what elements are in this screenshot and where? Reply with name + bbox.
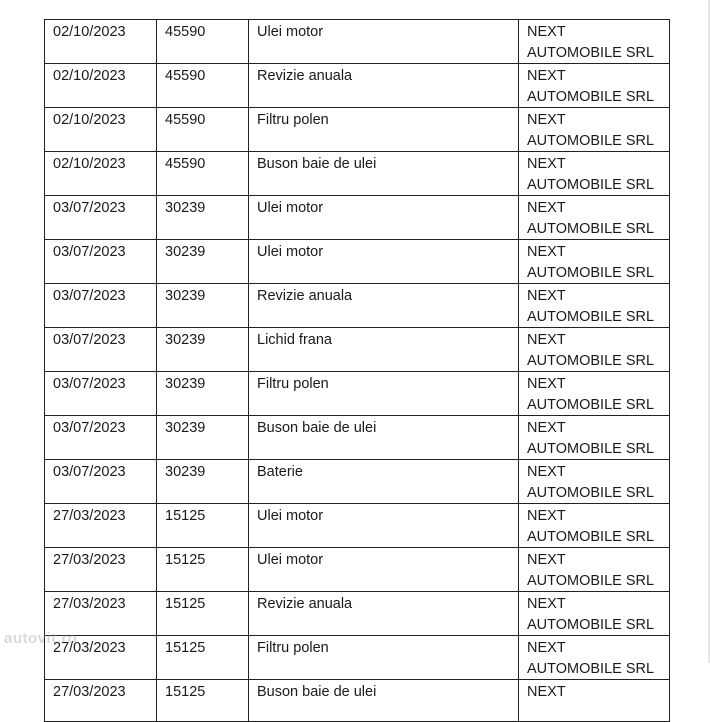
date-cell: 02/10/2023 — [45, 108, 157, 152]
vendor-cell — [519, 592, 670, 636]
vendor-cell — [519, 680, 670, 722]
table-row — [45, 196, 670, 240]
operation-cell: Ulei motor — [249, 548, 519, 592]
vendor-line-2: AUTOMOBILE SRL — [527, 176, 655, 193]
vendor-line-1: NEXT — [527, 24, 566, 40]
table-row — [45, 64, 670, 108]
operation-cell: Revizie anuala — [249, 592, 519, 636]
km-cell: 15125 — [157, 636, 249, 680]
table-row — [45, 416, 670, 460]
vendor-line-2: AUTOMOBILE SRL — [527, 352, 655, 369]
vendor-cell — [519, 284, 670, 328]
date-cell: 27/03/2023 — [45, 548, 157, 592]
operation-cell: Buson baie de ulei — [249, 416, 519, 460]
km-cell: 30239 — [157, 460, 249, 504]
vendor-line-2: AUTOMOBILE SRL — [527, 44, 655, 61]
vendor-line-1: NEXT — [527, 112, 566, 128]
vendor-cell — [519, 152, 670, 196]
vendor-line-1: NEXT — [527, 420, 566, 436]
operation-cell: Ulei motor — [249, 196, 519, 240]
table-row — [45, 284, 670, 328]
date-cell: 03/07/2023 — [45, 372, 157, 416]
table-row — [45, 372, 670, 416]
operation-cell: Revizie anuala — [249, 64, 519, 108]
vendor-cell — [519, 636, 670, 680]
vendor-line-1: NEXT — [527, 640, 566, 656]
table-row — [45, 240, 670, 284]
km-cell: 15125 — [157, 592, 249, 636]
table-row — [45, 152, 670, 196]
operation-cell: Revizie anuala — [249, 284, 519, 328]
vendor-line-1: NEXT — [527, 508, 566, 524]
vendor-line-2: AUTOMOBILE SRL — [527, 396, 655, 413]
vendor-line-1: NEXT — [527, 200, 566, 216]
vendor-line-2: AUTOMOBILE SRL — [527, 660, 655, 677]
vendor-line-1: NEXT — [527, 156, 566, 172]
date-cell: 03/07/2023 — [45, 284, 157, 328]
vendor-cell — [519, 504, 670, 548]
operation-cell: Filtru polen — [249, 636, 519, 680]
km-cell: 30239 — [157, 372, 249, 416]
km-cell: 30239 — [157, 416, 249, 460]
vendor-line-2: AUTOMOBILE SRL — [527, 220, 655, 237]
vendor-line-1: NEXT — [527, 288, 566, 304]
vendor-cell — [519, 548, 670, 592]
date-cell: 02/10/2023 — [45, 152, 157, 196]
table-row — [45, 328, 670, 372]
watermark: autovit.ro — [4, 630, 78, 647]
km-cell: 30239 — [157, 328, 249, 372]
table-row — [45, 680, 670, 722]
date-cell: 27/03/2023 — [45, 636, 157, 680]
km-cell: 15125 — [157, 548, 249, 592]
table-row — [45, 636, 670, 680]
operation-cell: Buson baie de ulei — [249, 680, 519, 722]
km-cell: 15125 — [157, 504, 249, 548]
km-cell: 15125 — [157, 680, 249, 722]
operation-cell: Filtru polen — [249, 372, 519, 416]
table-row — [45, 548, 670, 592]
vendor-line-1: NEXT — [527, 376, 566, 392]
vendor-line-2: AUTOMOBILE SRL — [527, 308, 655, 325]
table-row — [45, 108, 670, 152]
vendor-line-1: NEXT — [527, 68, 566, 84]
vendor-line-2: AUTOMOBILE SRL — [527, 440, 655, 457]
vendor-line-2: AUTOMOBILE SRL — [527, 484, 655, 501]
vendor-line-1: NEXT — [527, 244, 566, 260]
date-cell: 03/07/2023 — [45, 416, 157, 460]
date-cell: 27/03/2023 — [45, 592, 157, 636]
table-body — [45, 20, 670, 722]
operation-cell: Baterie — [249, 460, 519, 504]
table-row — [45, 592, 670, 636]
operation-cell: Lichid frana — [249, 328, 519, 372]
km-cell: 45590 — [157, 108, 249, 152]
operation-cell: Buson baie de ulei — [249, 152, 519, 196]
vendor-line-1: NEXT — [527, 332, 566, 348]
vendor-cell — [519, 328, 670, 372]
table-row — [45, 20, 670, 64]
km-cell: 45590 — [157, 64, 249, 108]
date-cell: 02/10/2023 — [45, 64, 157, 108]
date-cell: 02/10/2023 — [45, 20, 157, 64]
vendor-cell — [519, 416, 670, 460]
vendor-line-2: AUTOMOBILE SRL — [527, 616, 655, 633]
operation-cell: Ulei motor — [249, 504, 519, 548]
date-cell: 27/03/2023 — [45, 504, 157, 548]
vendor-line-2: AUTOMOBILE SRL — [527, 572, 655, 589]
operation-cell: Ulei motor — [249, 240, 519, 284]
table-row — [45, 460, 670, 504]
vendor-cell — [519, 196, 670, 240]
operation-cell: Ulei motor — [249, 20, 519, 64]
vendor-line-2: AUTOMOBILE SRL — [527, 88, 655, 105]
date-cell: 03/07/2023 — [45, 328, 157, 372]
km-cell: 30239 — [157, 240, 249, 284]
vendor-cell — [519, 108, 670, 152]
km-cell: 30239 — [157, 284, 249, 328]
vendor-line-1: NEXT — [527, 464, 566, 480]
vendor-cell — [519, 372, 670, 416]
vendor-line-1: NEXT — [527, 684, 566, 700]
vendor-line-2: AUTOMOBILE SRL — [527, 264, 655, 281]
vendor-cell — [519, 20, 670, 64]
vendor-line-1: NEXT — [527, 596, 566, 612]
vendor-cell — [519, 64, 670, 108]
table-row — [45, 504, 670, 548]
date-cell: 03/07/2023 — [45, 460, 157, 504]
km-cell: 30239 — [157, 196, 249, 240]
date-cell: 03/07/2023 — [45, 240, 157, 284]
date-cell: 03/07/2023 — [45, 196, 157, 240]
service-history-table — [44, 19, 670, 722]
vendor-cell — [519, 460, 670, 504]
km-cell: 45590 — [157, 20, 249, 64]
vendor-line-1: NEXT — [527, 552, 566, 568]
vendor-line-2: AUTOMOBILE SRL — [527, 528, 655, 545]
km-cell: 45590 — [157, 152, 249, 196]
vendor-line-2: AUTOMOBILE SRL — [527, 132, 655, 149]
vendor-cell — [519, 240, 670, 284]
date-cell: 27/03/2023 — [45, 680, 157, 722]
operation-cell: Filtru polen — [249, 108, 519, 152]
